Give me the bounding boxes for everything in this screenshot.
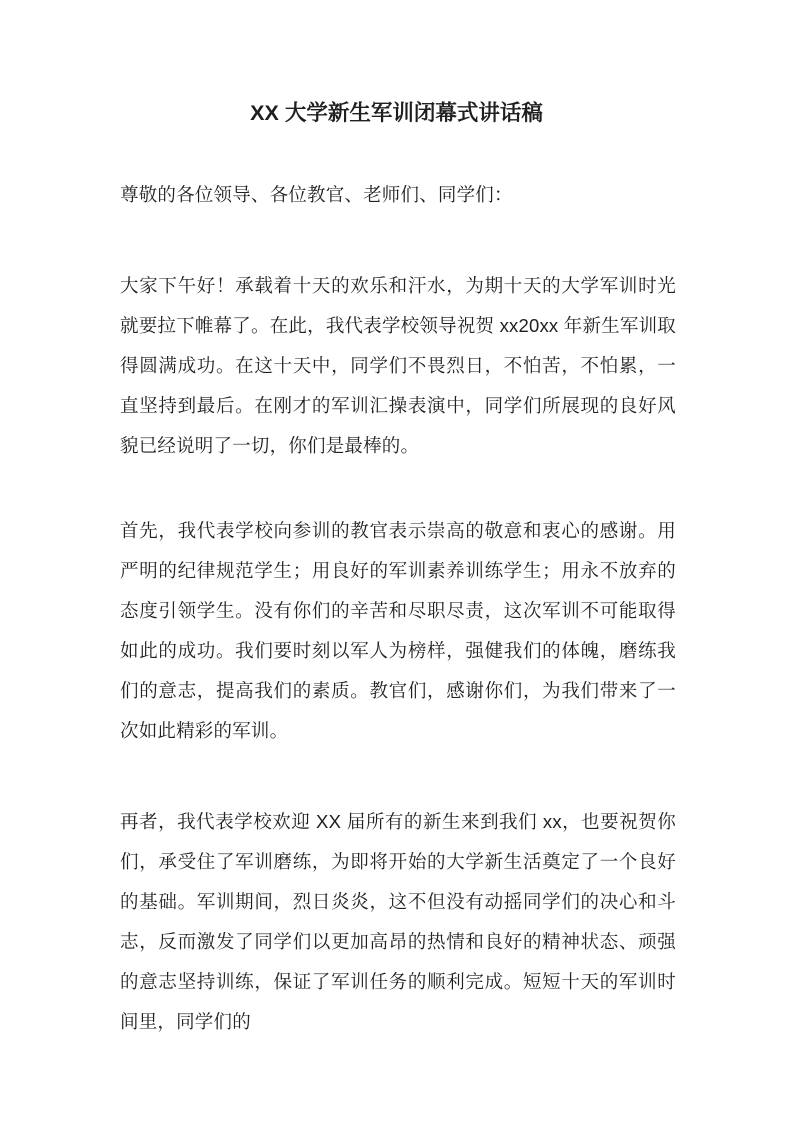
paragraph-salutation: 尊敬的各位领导、各位教官、老师们、同学们：: [120, 184, 513, 205]
paragraph-greeting: 大家下午好！承载着十天的欢乐和汗水，为期十天的大学军训时光就要拉下帷幕了。在此，我代表学校领导祝贺 xx20xx 年新生军训取得圆满成功。在这十天中，同学们不畏烈日，不怕苦，不怕累，一直坚持到最后。在刚才的军训汇操表演中，同学们所展现的良好风貌已经说明了一切，你们是最棒的。: [120, 275, 676, 456]
paragraph-thanks-instructors: 首先，我代表学校向参训的教官表示崇高的敬意和衷心的感谢。用严明的纪律规范学生；用良好的军训素养训练学生；用永不放弃的态度引领学生。没有你们的辛苦和尽职尽责，这次军训不可能取得如此的成功。我们要时刻以军人为榜样，强健我们的体魄，磨练我们的意志，提高我们的素质。教官们，感谢你们，为我们带来了一次如此精彩的军训。: [120, 520, 676, 741]
paragraph-welcome-freshmen: 再者，我代表学校欢迎 XX 届所有的新生来到我们 xx，也要祝贺你们，承受住了军训磨练，为即将开始的大学新生活奠定了一个良好的基础。军训期间，烈日炎炎，这不但没有动摇同学们的决心和斗志，反而激发了同学们以更加高昂的热情和良好的精神状态、顽强的意志坚持训练，保证了军训任务的顺利完成。短短十天的军训时间里，同学们的: [120, 811, 676, 1032]
document-title: XX 大学新生军训闭幕式讲话稿: [250, 101, 543, 125]
